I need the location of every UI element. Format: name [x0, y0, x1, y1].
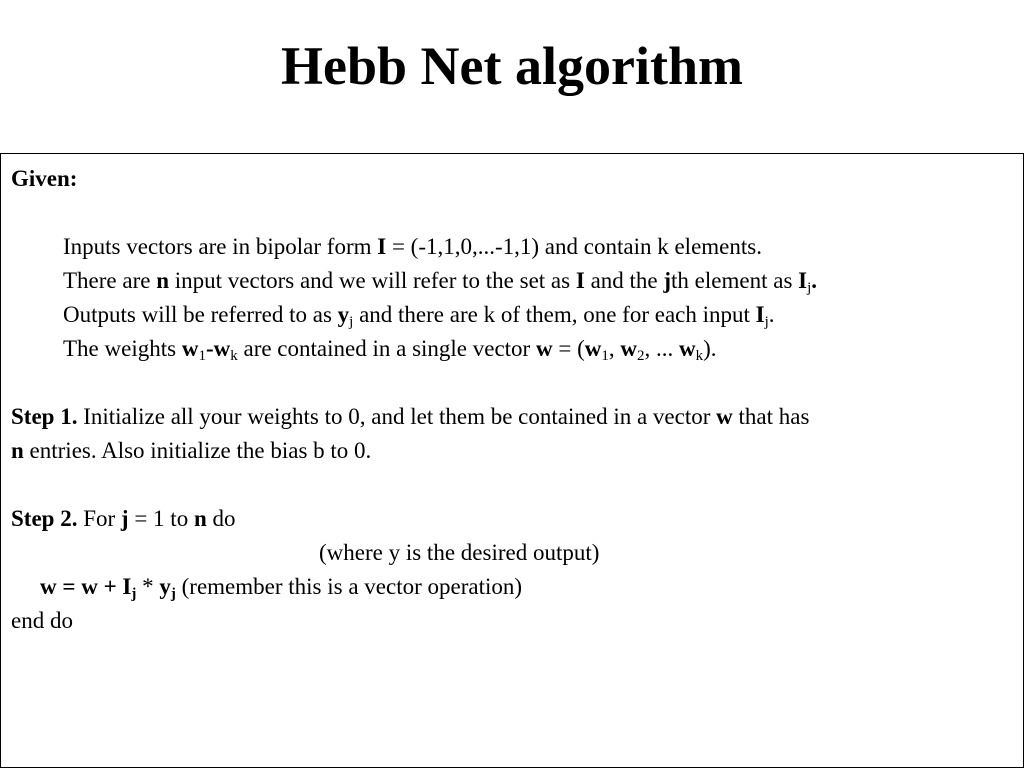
- step1-line1: Step 1. Initialize all your weights to 0, and let them be contained in a vector w that has: [11, 404, 810, 429]
- step2-update-rule: $w = w + I_j * y_j$ (remember this is a vector operation): [40, 574, 523, 602]
- algorithm-box: [0, 153, 1024, 768]
- step2-line: Step 2. For j = 1 to n do: [11, 506, 236, 531]
- spacer: [11, 196, 1017, 230]
- given-line-inputs: Inputs vectors are in bipolar form I = (-1,1,0,...-1,1) and contain k elements.: [63, 234, 762, 259]
- spacer: [11, 366, 1017, 400]
- given-line-outputs: Outputs will be referred to as $y_j$ and there are k of them, one for each input $I_j$.: [63, 302, 775, 330]
- slide-title: Hebb Net algorithm: [281, 36, 743, 96]
- spacer: [11, 468, 1017, 502]
- given-heading: Given:: [11, 166, 78, 191]
- step1-label: Step 1.: [11, 404, 78, 429]
- given-line-weights: The weights $w_1-w_k$ are contained in a single vector $w = (w_1$, $w_2$, ... $w_k$).: [63, 336, 717, 364]
- given-line-input-count: There are n input vectors and we will refer to the set as I and the jth element as $I_j$.: [63, 268, 818, 296]
- step1-line2: n entries. Also initialize the bias b to 0.: [11, 438, 372, 463]
- step2-label: Step 2.: [11, 506, 78, 531]
- algorithm-content: [11, 162, 1017, 638]
- step2-end: end do: [11, 608, 73, 633]
- step2-note: (where y is the desired output): [319, 540, 600, 565]
